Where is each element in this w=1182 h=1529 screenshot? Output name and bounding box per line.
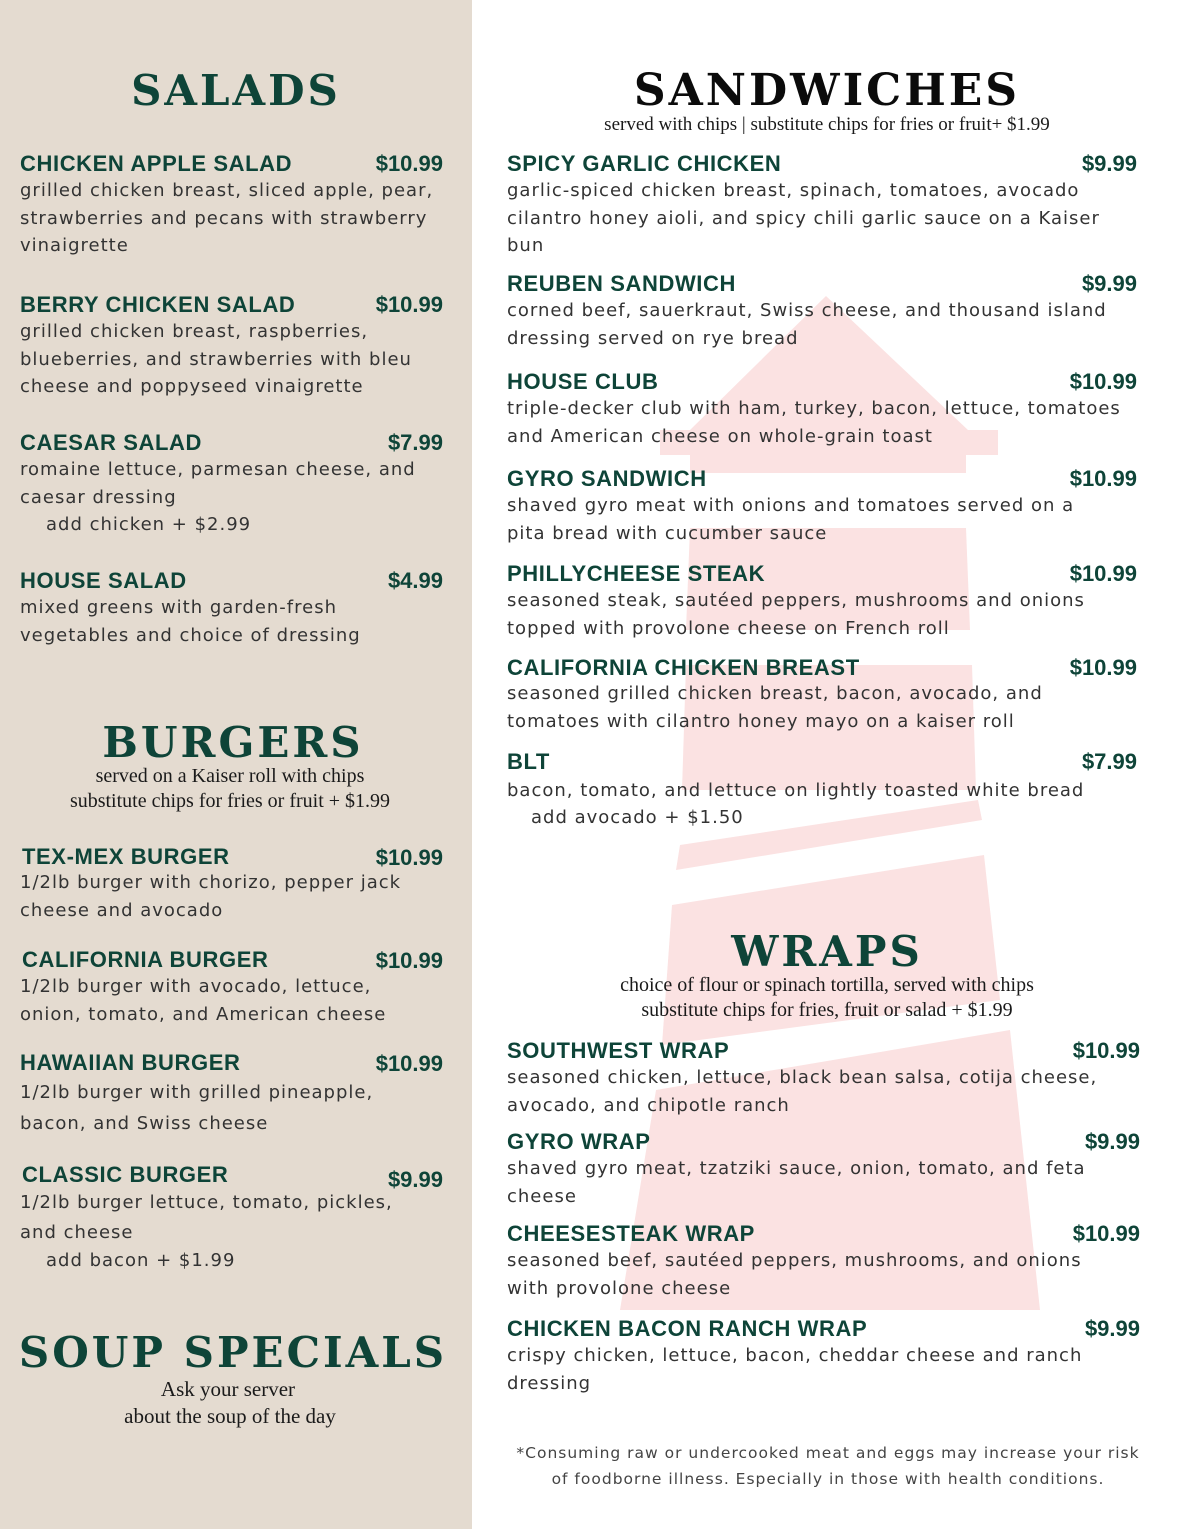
wrap-name: CHICKEN BACON RANCH WRAP: [507, 1316, 868, 1341]
burgers-subtitle: served on a Kaiser roll with chips: [95, 765, 365, 787]
sandwich-name: SPICY GARLIC CHICKEN: [507, 151, 782, 176]
salad-name: BERRY CHICKEN SALAD: [20, 292, 296, 317]
wrap-price: $10.99: [1072, 1221, 1140, 1246]
wraps-subtitle: substitute chips for fries, fruit or salad + $1.99: [641, 999, 1013, 1021]
wrap-name: CHEESESTEAK WRAP: [507, 1221, 755, 1246]
sandwich-addon: add avocado + $1.50: [531, 807, 744, 828]
salad-price: $4.99: [387, 568, 443, 593]
sandwich-price: $10.99: [1069, 369, 1137, 394]
sandwich-desc: shaved gyro meat with onions and tomatoes served on a pita bread with cucumber sauce: [507, 495, 1075, 544]
sandwiches-subtitle: served with chips | substitute chips for fries or fruit+ $1.99: [604, 114, 1050, 135]
salad-addon: add chicken + $2.99: [46, 514, 252, 535]
wrap-price: $9.99: [1084, 1316, 1140, 1341]
sandwich-name: PHILLYCHEESE STEAK: [507, 561, 766, 586]
wrap-desc: seasoned chicken, lettuce, black bean salsa, cotija cheese, avocado, and chipotle ranch: [507, 1067, 1098, 1116]
burger-name: HAWAIIAN BURGER: [20, 1050, 241, 1075]
burger-desc: 1/2lb burger with chorizo, pepper jack cheese and avocado: [20, 872, 402, 921]
burger-name: CLASSIC BURGER: [22, 1162, 229, 1187]
burger-price: $10.99: [375, 1051, 443, 1076]
sandwich-desc: bacon, tomato, and lettuce on lightly toasted white bread: [507, 780, 1085, 801]
sandwich-desc: seasoned steak, sautéed peppers, mushrooms and onions topped with provolone cheese on French roll: [507, 590, 1085, 639]
salad-desc: mixed greens with garden-fresh vegetables and choice of dressing: [20, 597, 361, 646]
sandwich-price: $10.99: [1069, 466, 1137, 491]
burger-price: $10.99: [375, 948, 443, 973]
sandwich-name: REUBEN SANDWICH: [507, 271, 736, 296]
wraps-subtitle: choice of flour or spinach tortilla, served with chips: [620, 974, 1034, 996]
wrap-name: SOUTHWEST WRAP: [507, 1038, 730, 1063]
soup-line: Ask your server: [160, 1377, 296, 1401]
salad-price: $10.99: [375, 151, 443, 176]
salad-price: $7.99: [387, 430, 443, 455]
burger-name: TEX-MEX BURGER: [22, 844, 230, 869]
burger-price: $10.99: [375, 845, 443, 870]
sandwich-name: GYRO SANDWICH: [507, 466, 707, 491]
soup-line: about the soup of the day: [124, 1404, 336, 1428]
soup-heading: SOUP SPECIALS: [18, 1328, 448, 1377]
salads-heading: SALADS: [131, 66, 341, 115]
allergy-disclaimer: [508, 1440, 1148, 1492]
wrap-price: $10.99: [1072, 1038, 1140, 1063]
wrap-desc: seasoned beef, sautéed peppers, mushrooms, and onions with provolone cheese: [507, 1250, 1082, 1299]
sandwich-desc: seasoned grilled chicken breast, bacon, avocado, and tomatoes with cilantro honey mayo on a kaiser roll: [507, 683, 1043, 732]
wrap-name: GYRO WRAP: [507, 1129, 651, 1154]
sandwich-desc: corned beef, sauerkraut, Swiss cheese, and thousand island dressing served on rye bread: [507, 300, 1107, 349]
sandwich-name: HOUSE CLUB: [507, 369, 659, 394]
sandwich-desc: triple-decker club with ham, turkey, bacon, lettuce, tomatoes and American cheese on whole-grain toast: [507, 398, 1121, 447]
sandwich-name: BLT: [507, 749, 550, 774]
sandwiches-heading: SANDWICHES: [633, 65, 1021, 116]
sandwich-name: CALIFORNIA CHICKEN BREAST: [507, 655, 860, 680]
burger-desc: 1/2lb burger with grilled pineapple, bacon, and Swiss cheese: [20, 1082, 374, 1134]
salad-desc: grilled chicken breast, sliced apple, pear, strawberries and pecans with strawberry vinaigrette: [20, 180, 434, 256]
salad-name: HOUSE SALAD: [20, 568, 187, 593]
salad-price: $10.99: [375, 292, 443, 317]
sandwich-price: $9.99: [1081, 271, 1137, 296]
disclaimer-line: of foodborne illness. Especially in those with health conditions.: [551, 1470, 1105, 1488]
sandwich-price: $7.99: [1081, 749, 1137, 774]
salad-desc: grilled chicken breast, raspberries, blueberries, and strawberries with bleu cheese and poppyseed vinaigrette: [20, 321, 412, 397]
salad-name: CAESAR SALAD: [20, 430, 202, 455]
wrap-price: $9.99: [1084, 1129, 1140, 1154]
burger-desc: 1/2lb burger with avocado, lettuce, onion, tomato, and American cheese: [20, 976, 387, 1025]
sandwich-price: $10.99: [1069, 561, 1137, 586]
burgers-heading: BURGERS: [102, 718, 364, 767]
burger-price: $9.99: [387, 1167, 443, 1192]
burger-name: CALIFORNIA BURGER: [22, 947, 269, 972]
burger-desc: 1/2lb burger lettuce, tomato, pickles, and cheese: [20, 1192, 393, 1243]
wraps-heading: WRAPS: [731, 927, 923, 976]
wrap-desc: crispy chicken, lettuce, bacon, cheddar cheese and ranch dressing: [507, 1345, 1083, 1394]
disclaimer-line: *Consuming raw or undercooked meat and eggs may increase your risk: [516, 1444, 1140, 1462]
burgers-subtitle: substitute chips for fries or fruit + $1.99: [69, 790, 391, 812]
sandwich-price: $9.99: [1081, 151, 1137, 176]
salad-desc: romaine lettuce, parmesan cheese, and caesar dressing: [20, 459, 416, 508]
sandwich-desc: garlic-spiced chicken breast, spinach, tomatoes, avocado cilantro honey aioli, and spicy chili garlic sauce on a Kaiser bun: [507, 180, 1100, 256]
burger-addon: add bacon + $1.99: [46, 1250, 236, 1271]
wrap-desc: shaved gyro meat, tzatziki sauce, onion, tomato, and feta cheese: [507, 1158, 1086, 1207]
salad-name: CHICKEN APPLE SALAD: [20, 151, 293, 176]
sandwich-price: $10.99: [1069, 655, 1137, 680]
